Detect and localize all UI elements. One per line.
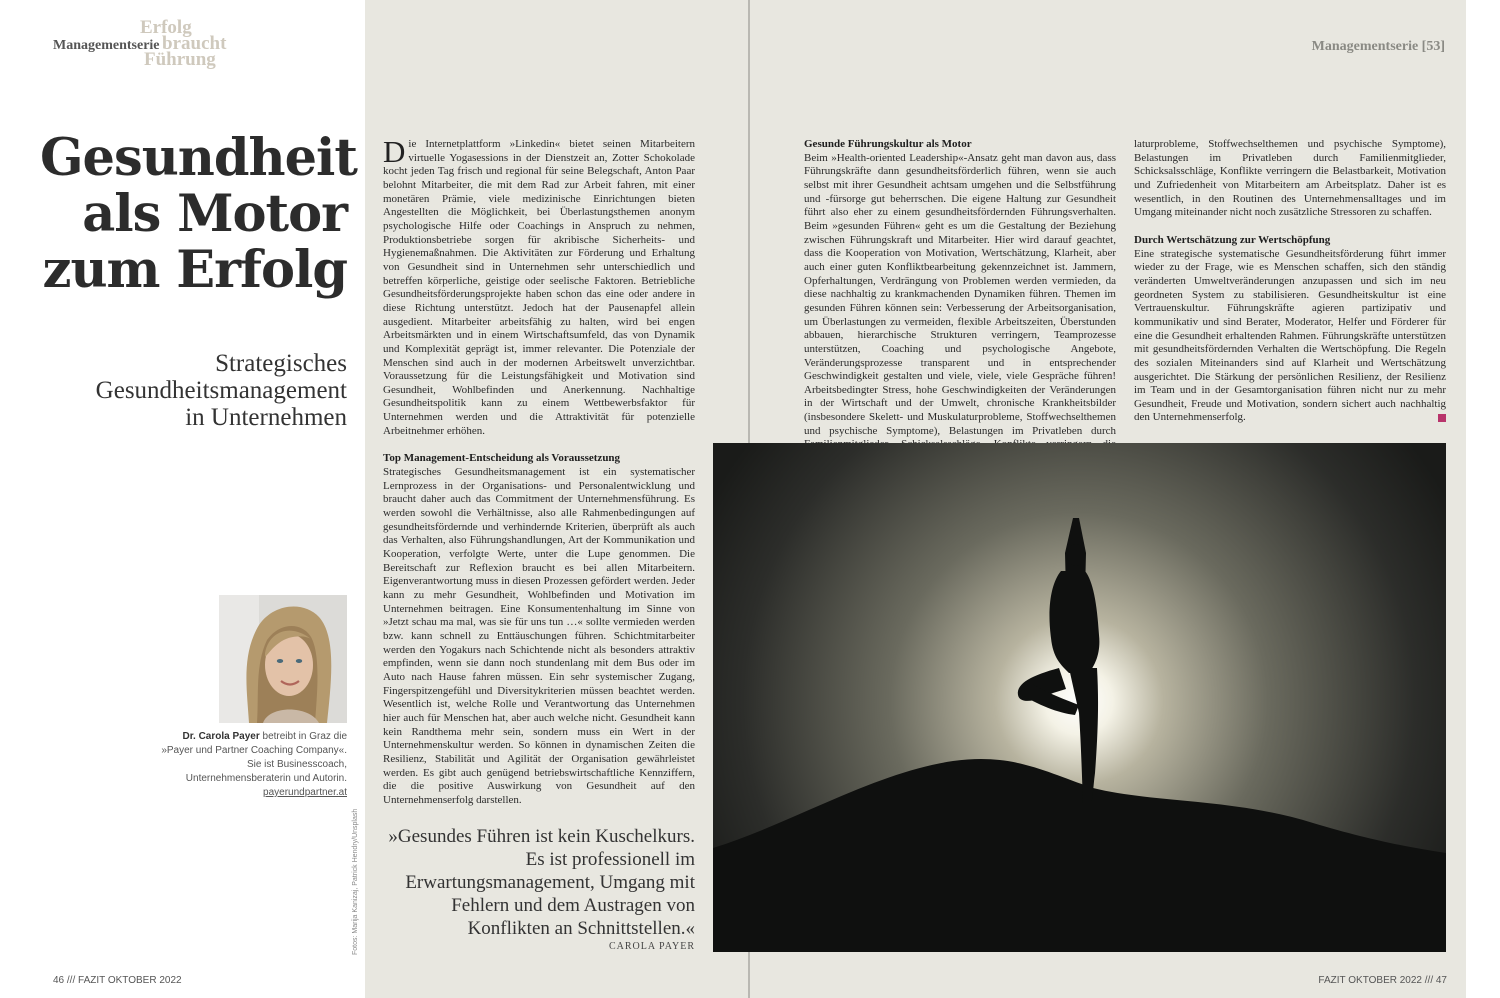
subhead-line-2: Gesundheitsmanagement bbox=[95, 377, 347, 404]
yoga-photo-image bbox=[713, 443, 1446, 952]
author-bio: betreibt in Graz die »Payer und Partner Coaching Company«. Sie ist Businesscoach, Unternehmensberaterin und Autorin. bbox=[161, 731, 347, 784]
article-headline bbox=[40, 128, 357, 300]
intro-paragraph bbox=[383, 134, 695, 438]
article-column-3 bbox=[1134, 138, 1446, 425]
section-heading-1: Top Management-Entscheidung als Voraussetzung bbox=[383, 452, 621, 465]
author-website-link[interactable]: payerundpartner.at bbox=[263, 787, 347, 798]
series-label-right: Managementserie [53] bbox=[1311, 39, 1445, 54]
section-heading-3: Durch Wertschätzung zur Wertschöpfung bbox=[1134, 233, 1331, 246]
subhead-line-1: Strategisches bbox=[215, 350, 347, 377]
end-mark-square-icon bbox=[1438, 414, 1446, 422]
drop-cap: D bbox=[383, 134, 406, 169]
section-2-continuation: laturprobleme, Stoffwechselthemen und psychische Symptome), Belastungen im Privatleben durch Familienmitglieder, Schicksalsschläge, Konflikte verringern die Belastbarkeit, Motivation und Zufriedenheit von Mitarbeitern am Arbeitsplatz. Daher ist es wesentlich, in den Routinen des Unternehmensalltages und im Umgang miteinander nicht noch zusätzliche Stressoren zu schaffen. bbox=[1134, 138, 1446, 219]
section-1-text: Strategisches Gesundheitsmanagement ist ein systematischer Lernprozess in der Organisations- und Personalentwicklung und braucht daher auch das Commitment der Unternehmensführung. Es werden sowohl die Verhältnisse, also alle Rahmenbedingungen auf gesundheitsfördernde und verhindernde Kriterien, überprüft als auch das Verhalten, also Führungshandlungen, Art der Kommunikation und Kooperation, verfolgte Werte, unter die Lupe genommen. Die Bereitschaft zur Reflexion braucht es bei allen Mitarbeitern. Eigenverantwortung muss in diesen Prozessen gefördert werden. Jeder kann zu mehr Gesundheit, Wohlbefinden und Motivation im Unternehmen beitragen. Eine Konsumentenhaltung im Sinne von »Jetzt schau ma mal, was sie für uns tun …« sollte vermieden werden bzw. kann schnell zu Enttäuschungen führen. Schichtmitarbeiter werden den Yogakurs nach Schichtende nicht als besonders attraktiv empfinden, wenn sie dann noch stundenlang mit dem Bus oder im Auto nach Hause fahren müssen. Ein sehr systemischer Zugang, Fingerspitzengefühl und Diversitykriterien müssen beachtet werden. Wesentlich ist, welche Rolle und Verantwortung das Unternehmen hier auch für Menschen hat, aber auch welche nicht. Gesundheit kann kein Randthema mehr sein, sondern muss ein Wert in der Unternehmenskultur werden. So können in dynamischen Zeiten die Resilienz, Stabilität und Agilität der Organisation gewährleistet werden. Es gibt auch genügend betriebswirtschaftliche Kennziffern, die die positive Auswirkung von Gesundheit auf den Unternehmenserfolg darstellen. bbox=[383, 466, 695, 806]
headline-line-1: Gesundheit bbox=[40, 128, 357, 188]
logo-line-3: Führung bbox=[144, 49, 216, 70]
article-column-1 bbox=[383, 134, 695, 808]
series-label-left: Managementserie bbox=[53, 38, 160, 53]
pull-quote: »Gesundes Führen ist kein Kuschelkurs. Es ist professionell im Erwartungsmanagement, Umgang mit Fehlern und dem Austragen von Konflikten an Schnittstellen.« bbox=[388, 826, 695, 939]
author-name: Dr. Carola Payer bbox=[182, 731, 260, 742]
photo-credit: Fotos: Marija Kanizaj, Patrick Hendry/Unsplash bbox=[352, 808, 359, 955]
section-2-text-part-1: Beim »Health-oriented Leadership«-Ansatz geht man davon aus, dass Führungskräfte dann gesundheitsförderlich führen, wenn sie auch selbst mit ihrer Gesundheit achtsam umgehen und die Selbstführung und -fürsorge gut beherrschen. Die eigene Haltung zur Gesundheit führt also eher zu einem gesundheitsfördernden Führungsverhalten. Beim »gesunden Führen« geht es um die Gestaltung der Beziehung zwischen Führungskraft und Mitarbeiter. Hier wird darauf geachtet, dass die Kooperation von Motivation, Wertschätzung, Klarheit, aber auch einer guten Konfliktbearbeitung gekennzeichnet ist. Jammern, Opferhaltungen, Verdrängung von Problemen werden vermieden, da diese nachhaltig zu krankmachenden Dynamiken führen. Themen im gesunden Führen können sein: Verbesserung der Arbeitsorganisation, um Überlastungen zu vermeiden, flexible Arbeitszeiten, Überstunden abbauen, hierarchische Strukturen verringern, Teamprozesse unterstützen, Coaching und psychologische Angebote, Veränderungsprozesse transparent und in entsprechender Geschwindigkeit gestalten und viele, viele, viele Gespräche führen! Arbeitsbedingter Stress, hohe Geschwindigkeiten der Veränderungen in der Wirtschaft und der Umwelt, chronische Krankheitsbilder (insbesondere Skelett- und Muskulaturprobleme, Stoffwechselthemen und psychische Symptome), Belastungen im Privatleben durch bbox=[804, 151, 1116, 437]
headline-line-3: zum Erfolg bbox=[42, 240, 347, 300]
pull-quote-author: CAROLA PAYER bbox=[608, 941, 695, 952]
section-3-body: Eine strategische systematische Gesundheitsförderung führt immer wieder zu der Frage, wie es Menschen schaffen, sich den ständig veränderten Umweltveränderungen anzupassen und sich im neu geordneten System zu stabilisieren. Gesundheitskultur ist eine Vertrauenskultur. Führungskräfte agieren partizipativ und kommunikativ und sind Berater, Moderator, Helfer und Förderer für eine die Gesundheit erhaltenden Rahmen. Führungskräfte unterstützen mit gesundheitsfördernden Verhalten die Wertschöpfung. Die Regeln des sozialen Miteinanders sind auf Klarheit und Wertschätzung ausgerichtet. Die Stärkung der persönlichen Resilienz, der Resilienz im Team und in der Gesamtorganisation führen nicht nur zu mehr Gesundheit, Freude und Motivation, sondern sichert auch nachhaltig den Unternehmenserfolg. bbox=[1134, 247, 1446, 424]
author-portrait-image bbox=[219, 595, 347, 723]
section-3-text bbox=[1134, 248, 1446, 426]
right-page-margin bbox=[1466, 0, 1500, 998]
headline-line-2: als Motor bbox=[82, 184, 347, 244]
page-folio-left: 46 /// FAZIT OKTOBER 2022 bbox=[53, 975, 182, 986]
article-column-2 bbox=[804, 138, 1116, 437]
page-folio-right: FAZIT OKTOBER 2022 /// 47 bbox=[1318, 975, 1447, 986]
series-logo bbox=[140, 17, 227, 70]
article-subheadline bbox=[30, 350, 347, 431]
subhead-line-3: in Unternehmen bbox=[185, 404, 347, 431]
logo-line-1: Erfolg bbox=[140, 17, 192, 38]
author-caption bbox=[150, 730, 347, 800]
section-heading-2: Gesunde Führungskultur als Motor bbox=[804, 138, 972, 150]
intro-text: ie Internetplattform »Linkedin« bietet seinen Mitarbeitern virtuelle Yogasessions in der Dienstzeit an, Zotter Schokolade kocht jeden Tag frisch und regional für seine Belegschaft, Anton Paar belohnt Mitarbeiter, die mit dem Rad zur Arbeit fahren, mit einer monetären Prämie, viele medizinische Einrichtungen bieten Angestellten die Möglichkeit, bei Überlastungsthemen anonym psychologische Hilfe oder Coachings in Anspruch zu nehmen, Produktionsbetriebe sorgen für akribische Sicherheits- und Hygienemaßnahmen. Die Aktivitäten zur Förderung und Erhaltung von Gesundheit sind in Unternehmen sehr unterschiedlich und betreffen körperliche, geistige oder seelische Faktoren. Betriebliche Gesundheitsförderungsprojekte haben schon das eine oder andere in diese Richtung unterstützt. Jedoch hat der Pausenapfel allein ausgedient. Mitarbeiter arbeitsfähig zu halten, wird bei engen Arbeitsmärkten und in einem Wirtschaftsumfeld, das von Dynamik und Komplexität geprägt ist, immer relevanter. Die Potenziale der Menschen sind auch in der modernen Arbeitswelt unverzichtbar. Voraussetzung für die Leistungsfähigkeit und Motivation sind Gesundheit, Wohlbefinden und Anerkennung. Nachhaltige Gesundheitspolitik kann zu einem Wettbewerbsfaktor für Unternehmen werden und die Attraktivität für potenzielle Arbeitnehmer erhöhen. bbox=[383, 138, 695, 437]
yoga-silhouette-photo bbox=[713, 443, 1446, 952]
logo-line-2: braucht bbox=[162, 33, 227, 54]
author-portrait bbox=[219, 595, 347, 723]
